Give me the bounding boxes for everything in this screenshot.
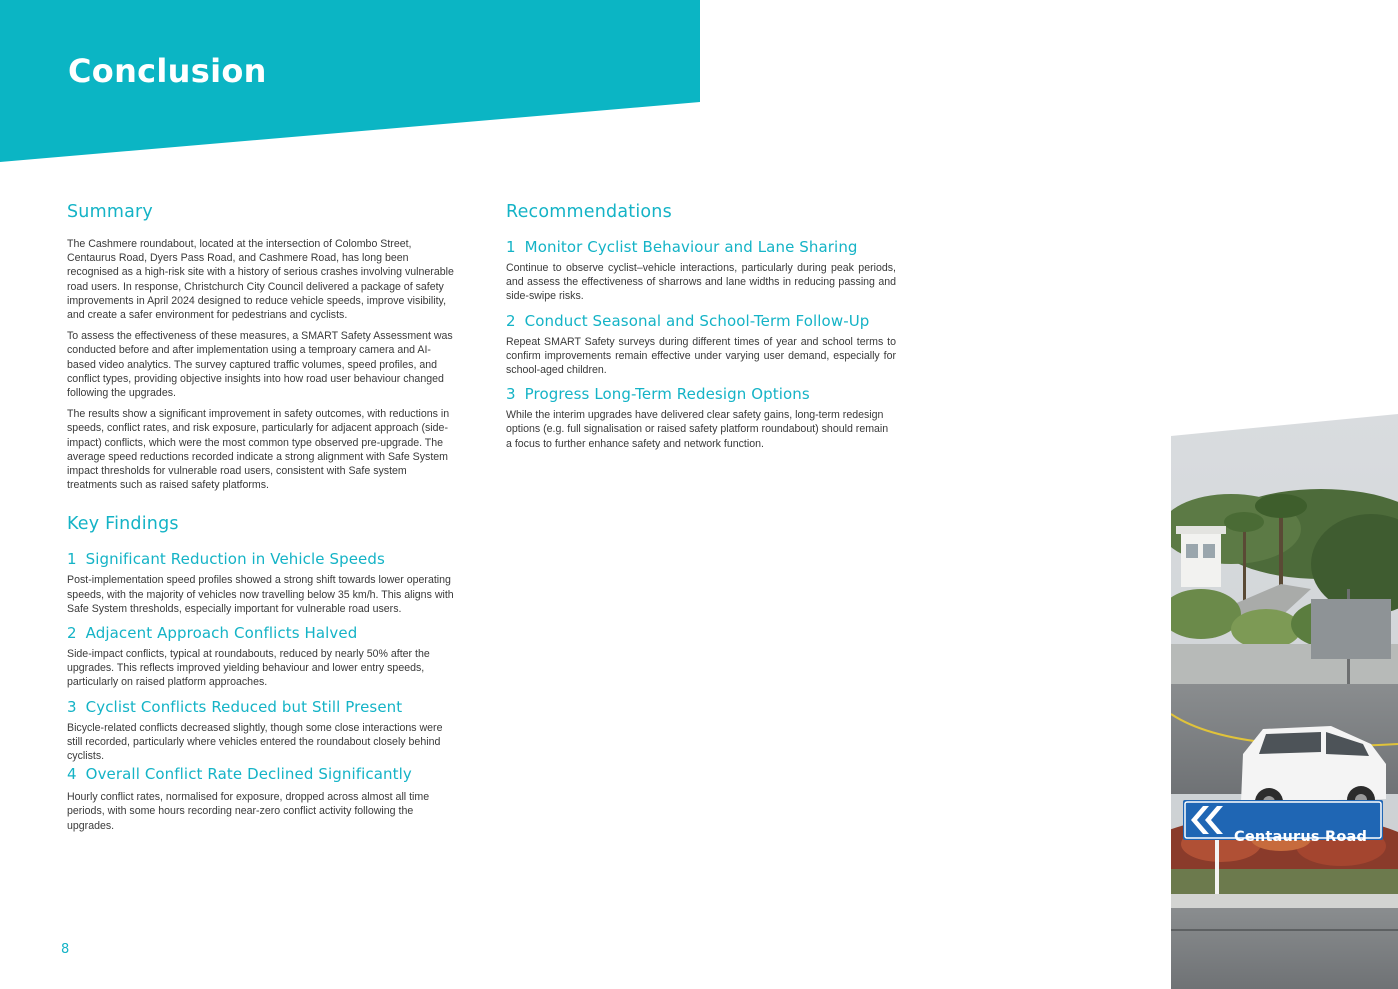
finding-title <box>67 550 455 568</box>
recommendation-text: Continue to observe cyclist–vehicle interactions, particularly during peak periods, and assess the effectiveness of sharrows and lane widths in reducing passing and side-swipe risks. <box>506 262 896 303</box>
finding-title-text: Cyclist Conflicts Reduced but Still Present <box>85 697 403 716</box>
summary-paragraph-2: To assess the effectiveness of these measures, a SMART Safety Assessment was conducted before and after implementation using a temproary camera and AI-based video analytics. The survey captured traffic volumes, speed profiles, and conflict types, providing objective insights into how road user behaviour changed following the upgrades. <box>67 330 453 400</box>
recommendation-title-text: Progress Long-Term Redesign Options <box>524 385 810 404</box>
finding-number: 3 <box>67 697 77 716</box>
finding-title <box>67 624 455 642</box>
recommendation-title-text: Conduct Seasonal and School-Term Follow-Up <box>524 311 870 330</box>
finding-number: 2 <box>67 624 77 643</box>
right-column <box>506 200 896 451</box>
recommendation-text: While the interim upgrades have delivered clear safety gains, long-term redesign options (e.g. full signalisation or raised safety platform roundabout) should remain a focus to further enhance safety and network function. <box>506 409 889 450</box>
recommendation-number: 2 <box>506 311 516 330</box>
finding-item <box>67 550 455 616</box>
summary-paragraph-1: The Cashmere roundabout, located at the intersection of Colombo Street, Centaurus Road, Dyers Pass Road, and Cashmere Road, has long been recognised as a high-risk site with a history of serious crashes involving vulnerable road users. In response, Christchurch City Council delivered a package of safety improvements in April 2024 designed to reduce vehicle speeds, improve visibility, and create a safer environment for pedestrians and cyclists. <box>67 238 454 322</box>
left-column <box>67 200 455 833</box>
finding-text: Hourly conflict rates, normalised for exposure, dropped across almost all time periods, with some hours recording near-zero conflict activity following the upgrades. <box>67 791 430 832</box>
finding-item <box>67 765 455 833</box>
recommendations-heading: Recommendations <box>506 202 672 222</box>
recommendation-title <box>506 312 896 330</box>
roundabout-photo <box>1171 414 1398 989</box>
finding-text: Post-implementation speed profiles showed a strong shift towards lower operating speeds, with the majority of vehicles now travelling below 35 km/h. This aligns with Safe System thresholds, especially important for vulnerable road users. <box>67 574 454 615</box>
finding-text: Bicycle-related conflicts decreased slightly, though some close interactions were still recorded, particularly where vehicles entered the roundabout closely behind cyclists. <box>67 721 443 763</box>
finding-title-text: Overall Conflict Rate Declined Significantly <box>85 765 412 784</box>
finding-text: Side-impact conflicts, typical at roundabouts, reduced by nearly 50% after the upgrades. This reflects improved yielding behaviour and lower entry speeds, particularly on raised platform approaches. <box>67 648 430 689</box>
recommendation-title <box>506 238 896 256</box>
page-number: 8 <box>61 942 70 957</box>
recommendation-number: 3 <box>506 385 516 404</box>
finding-title <box>67 698 455 716</box>
finding-title <box>67 765 455 783</box>
page-title: Conclusion <box>68 52 267 90</box>
finding-title-text: Adjacent Approach Conflicts Halved <box>85 624 358 643</box>
finding-number: 1 <box>67 550 77 569</box>
finding-item <box>67 624 455 690</box>
key-findings-heading: Key Findings <box>67 514 179 535</box>
recommendation-title-text: Monitor Cyclist Behaviour and Lane Sharing <box>524 238 858 256</box>
summary-heading: Summary <box>67 202 153 222</box>
recommendation-text: Repeat SMART Safety surveys during different times of year and school terms to confirm improvements remain effective under varying user demand, especially for school-aged children. <box>506 335 896 377</box>
finding-item <box>67 698 455 764</box>
recommendation-title <box>506 385 896 403</box>
summary-paragraph-3: The results show a significant improvement in safety outcomes, with reductions in speeds, conflict rates, and risk exposure, particularly for adjacent approach (side-impact) conflicts, which were the most common type observed pre-upgrade. The average speed reductions recorded indicate a strong alignment with Safe System impact thresholds for vulnerable road users, consistent with Safe system treatments such as raised safety platforms. <box>67 408 450 492</box>
recommendation-number: 1 <box>506 238 516 256</box>
finding-title-text: Significant Reduction in Vehicle Speeds <box>85 550 385 569</box>
recommendation-item <box>506 312 896 378</box>
road-sign-text: Centaurus Road <box>1234 829 1368 845</box>
recommendation-item <box>506 385 896 451</box>
recommendation-item <box>506 238 896 304</box>
finding-number: 4 <box>67 765 77 784</box>
